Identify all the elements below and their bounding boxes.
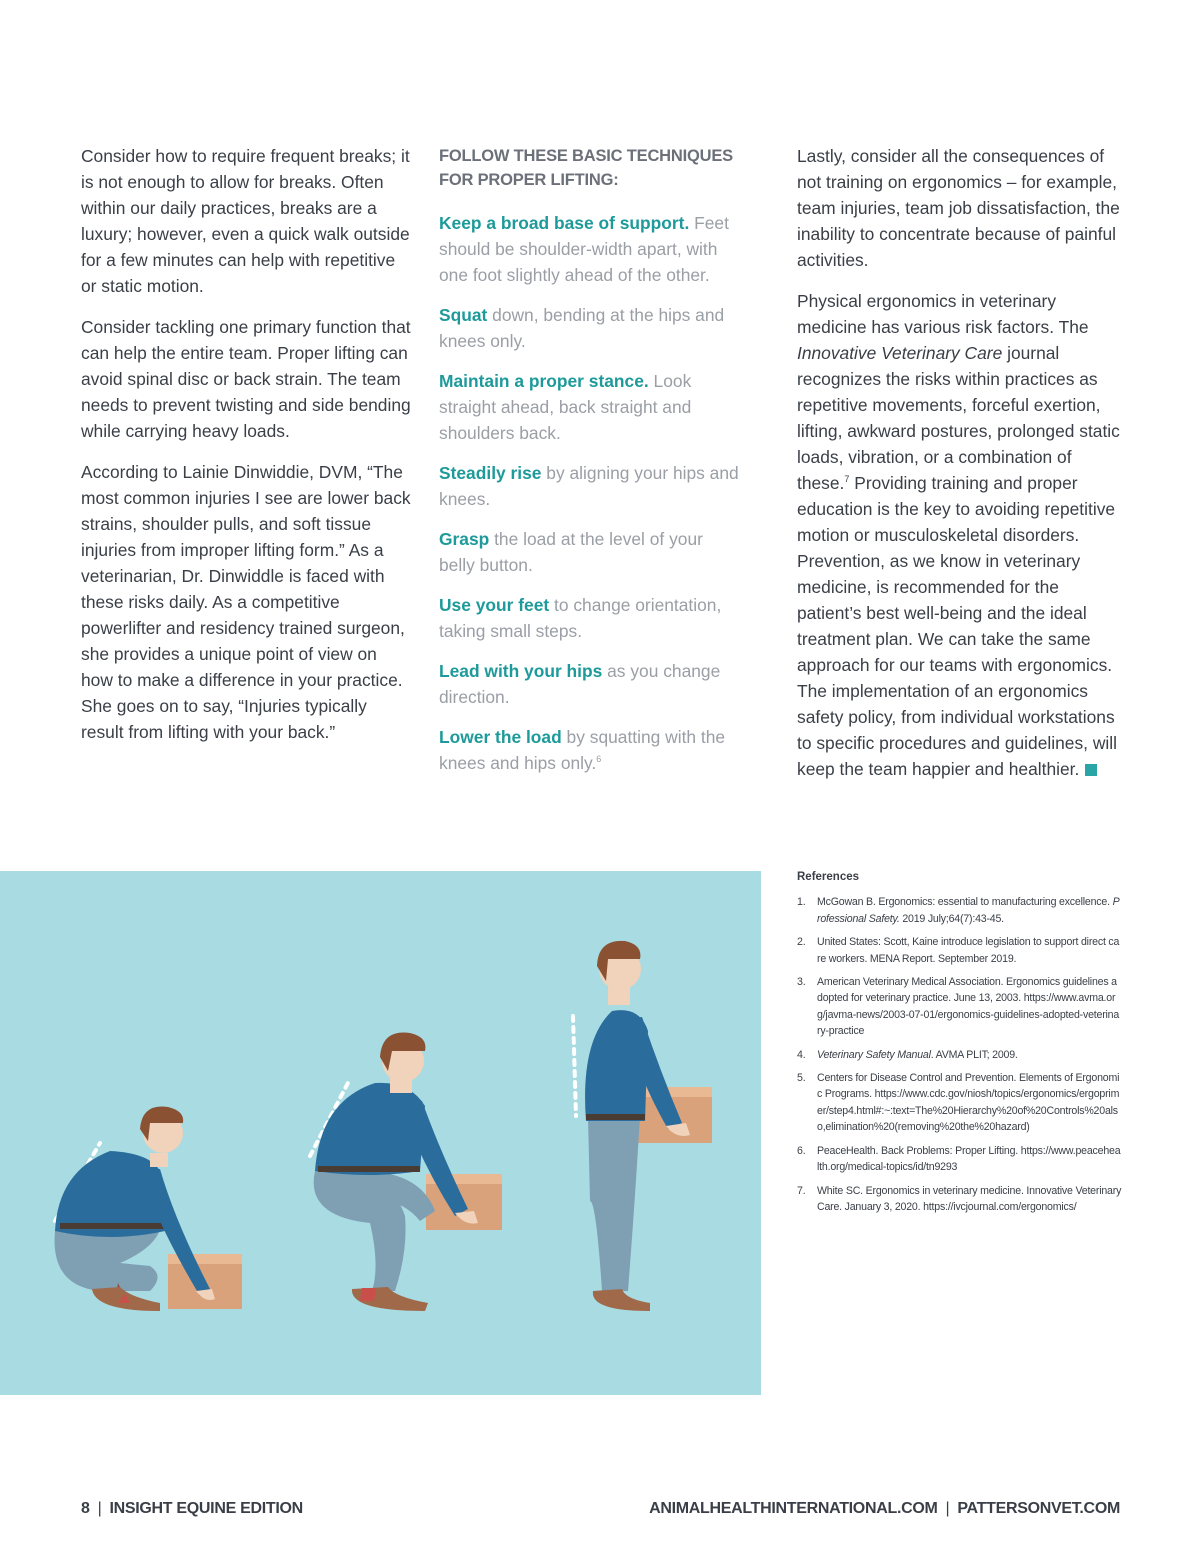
technique-lead: Use your feet <box>439 595 550 615</box>
footnote-marker: 7 <box>844 474 850 485</box>
reference-number: 2. <box>797 936 806 949</box>
technique-text: by aligning your hips and knees. <box>439 463 739 509</box>
reference-number: 5. <box>797 1072 806 1085</box>
page-footer <box>81 1500 1120 1524</box>
left-paragraph-1: Consider how to require frequent breaks; it is not enough to allow for breaks. Often within our daily practices, breaks are a luxury; however, even a quick walk outside for a few minutes can help with repetitive or static motion. <box>81 146 410 296</box>
half-squat-figure <box>310 1033 502 1312</box>
technique-text: Look straight ahead, back straight and shoulders back. <box>439 371 692 443</box>
edition-name: INSIGHT EQUINE EDITION <box>109 1500 303 1517</box>
left-column <box>81 143 411 760</box>
reference-item <box>797 974 1122 1040</box>
right-paragraph-1: Lastly, consider all the consequences of not training on ergonomics – for example, team injuries, team job dissatisfaction, the inability to concentrate because of painful activities. <box>797 146 1120 270</box>
left-paragraph-3: According to Lainie Dinwiddie, DVM, “The most common injuries I see are lower back strains, shoulder pulls, and soft tissue injuries from improper lifting form.” As a veterinarian, Dr. Dinwiddle is faced with these risks daily. As a competitive powerlifter and residency trained surgeon, she provides a unique point of view on how to make a difference in your practice. She goes on to say, “Injuries typically result from lifting with your back.” <box>81 462 411 742</box>
reference-text: Veterinary Safety Manual. AVMA PLIT; 2009. <box>817 1048 1018 1061</box>
squatting-figure <box>55 1106 242 1311</box>
site-link-animalhealth[interactable]: ANIMALHEALTHINTERNATIONAL.COM <box>649 1500 938 1517</box>
references-section <box>797 869 1122 1222</box>
reference-number: 3. <box>797 976 806 989</box>
reference-number: 7. <box>797 1184 806 1197</box>
reference-item <box>797 1070 1122 1136</box>
references-title: References <box>797 871 860 883</box>
standing-figure <box>573 941 712 1311</box>
footnote-marker: 6 <box>596 754 602 765</box>
left-paragraph-2: Consider tackling one primary function that can help the entire team. Proper lifting can avoid spinal disc or back strain. The team needs to prevent twisting and side bending while carrying heavy loads. <box>81 317 411 441</box>
technique-lead: Lower the load <box>439 727 562 747</box>
footer-right <box>649 1500 1120 1518</box>
footer-left <box>81 1500 303 1518</box>
techniques-heading: FOLLOW THESE BASIC TECHNIQUES FOR PROPER LIFTING: <box>439 147 733 189</box>
technique-text: down, bending at the hips and knees only. <box>439 305 725 351</box>
right-p2-text-b: journal recognizes the risks within practices as repetitive movements, forceful exertion, lifting, awkward postures, prolonged static loads, vibration, or a combination of these. <box>797 343 1120 493</box>
technique-lead: Grasp <box>439 529 490 549</box>
references-list <box>797 894 1122 1215</box>
technique-item <box>439 460 739 512</box>
reference-number: 1. <box>797 896 806 909</box>
site-link-pattersonvet[interactable]: PATTERSONVET.COM <box>957 1500 1120 1517</box>
journal-name: Innovative Veterinary Care <box>797 343 1003 363</box>
right-p2-text-c: Providing training and proper education is the key to avoiding repetitive motion or musculoskeletal disorders. Prevention, as we know in veterinary medicine, is recommended for the patient’s best well-being and the ideal treatment plan. We can take the same approach for our teams with ergonomics. The implementation of an ergonomics safety policy, from individual workstations to specific procedures and guidelines, will keep the team happier and healthier. <box>797 473 1117 779</box>
technique-lead: Maintain a proper stance. <box>439 371 649 391</box>
technique-item <box>439 724 739 776</box>
reference-text: American Veterinary Medical Association. Ergonomics guidelines adopted for veterinary practice. June 13, 2003. https://www.avma.org/javma-news/2003-07-01/ergonomics-guidelines-adopted-veterinary-practice <box>817 976 1120 1038</box>
technique-text: the load at the level of your belly button. <box>439 529 703 575</box>
technique-item <box>439 658 739 710</box>
right-paragraph-2 <box>797 288 1127 782</box>
reference-text: McGowan B. Ergonomics: essential to manufacturing excellence. Professional Safety. 2019 July;64(7):43-45. <box>817 896 1120 925</box>
reference-item <box>797 1143 1122 1176</box>
end-mark-icon <box>1085 764 1097 776</box>
reference-item <box>797 1047 1122 1063</box>
technique-text: by squatting with the knees and hips only. <box>439 727 726 773</box>
footer-separator: | <box>97 1500 102 1517</box>
reference-text: White SC. Ergonomics in veterinary medicine. Innovative Veterinary Care. January 3, 2020. https://ivcjournal.com/ergonomics/ <box>817 1184 1122 1213</box>
techniques-column <box>439 143 739 790</box>
technique-text: as you change direction. <box>439 661 721 707</box>
reference-number: 4. <box>797 1048 806 1061</box>
technique-lead: Keep a broad base of support. <box>439 213 690 233</box>
technique-item <box>439 368 739 446</box>
technique-lead: Steadily rise <box>439 463 542 483</box>
technique-text: Feet should be shoulder-width apart, with one foot slightly ahead of the other. <box>439 213 729 285</box>
right-p2-text-a: Physical ergonomics in veterinary medicine has various risk factors. The <box>797 291 1089 337</box>
technique-item <box>439 526 739 578</box>
technique-item <box>439 210 739 288</box>
reference-text: United States: Scott, Kaine introduce legislation to support direct care workers. MENA Report. September 2019. <box>817 936 1120 965</box>
right-column <box>797 143 1127 797</box>
lifting-figures-svg <box>0 871 761 1395</box>
lifting-illustration <box>0 871 761 1395</box>
reference-number: 6. <box>797 1144 806 1157</box>
footer-separator: | <box>945 1500 950 1517</box>
technique-text: to change orientation, taking small steps. <box>439 595 722 641</box>
reference-text: PeaceHealth. Back Problems: Proper Lifting. https://www.peacehealth.org/medical-topics/id/tn9293 <box>817 1144 1121 1174</box>
technique-item <box>439 302 739 354</box>
reference-item <box>797 1183 1122 1216</box>
reference-item <box>797 934 1122 967</box>
technique-item <box>439 592 739 644</box>
reference-text: Centers for Disease Control and Prevention. Elements of Ergonomic Programs. https://www.cdc.gov/niosh/topics/ergonomics/ergoprimer/step4.html#:~:text=The%20Hierarchy%20of%20Controls%20also,elimination%20(removing%20the%20hazard) <box>817 1072 1120 1134</box>
technique-lead: Squat <box>439 305 488 325</box>
page-number: 8 <box>81 1500 90 1517</box>
reference-item <box>797 894 1122 927</box>
technique-lead: Lead with your hips <box>439 661 603 681</box>
